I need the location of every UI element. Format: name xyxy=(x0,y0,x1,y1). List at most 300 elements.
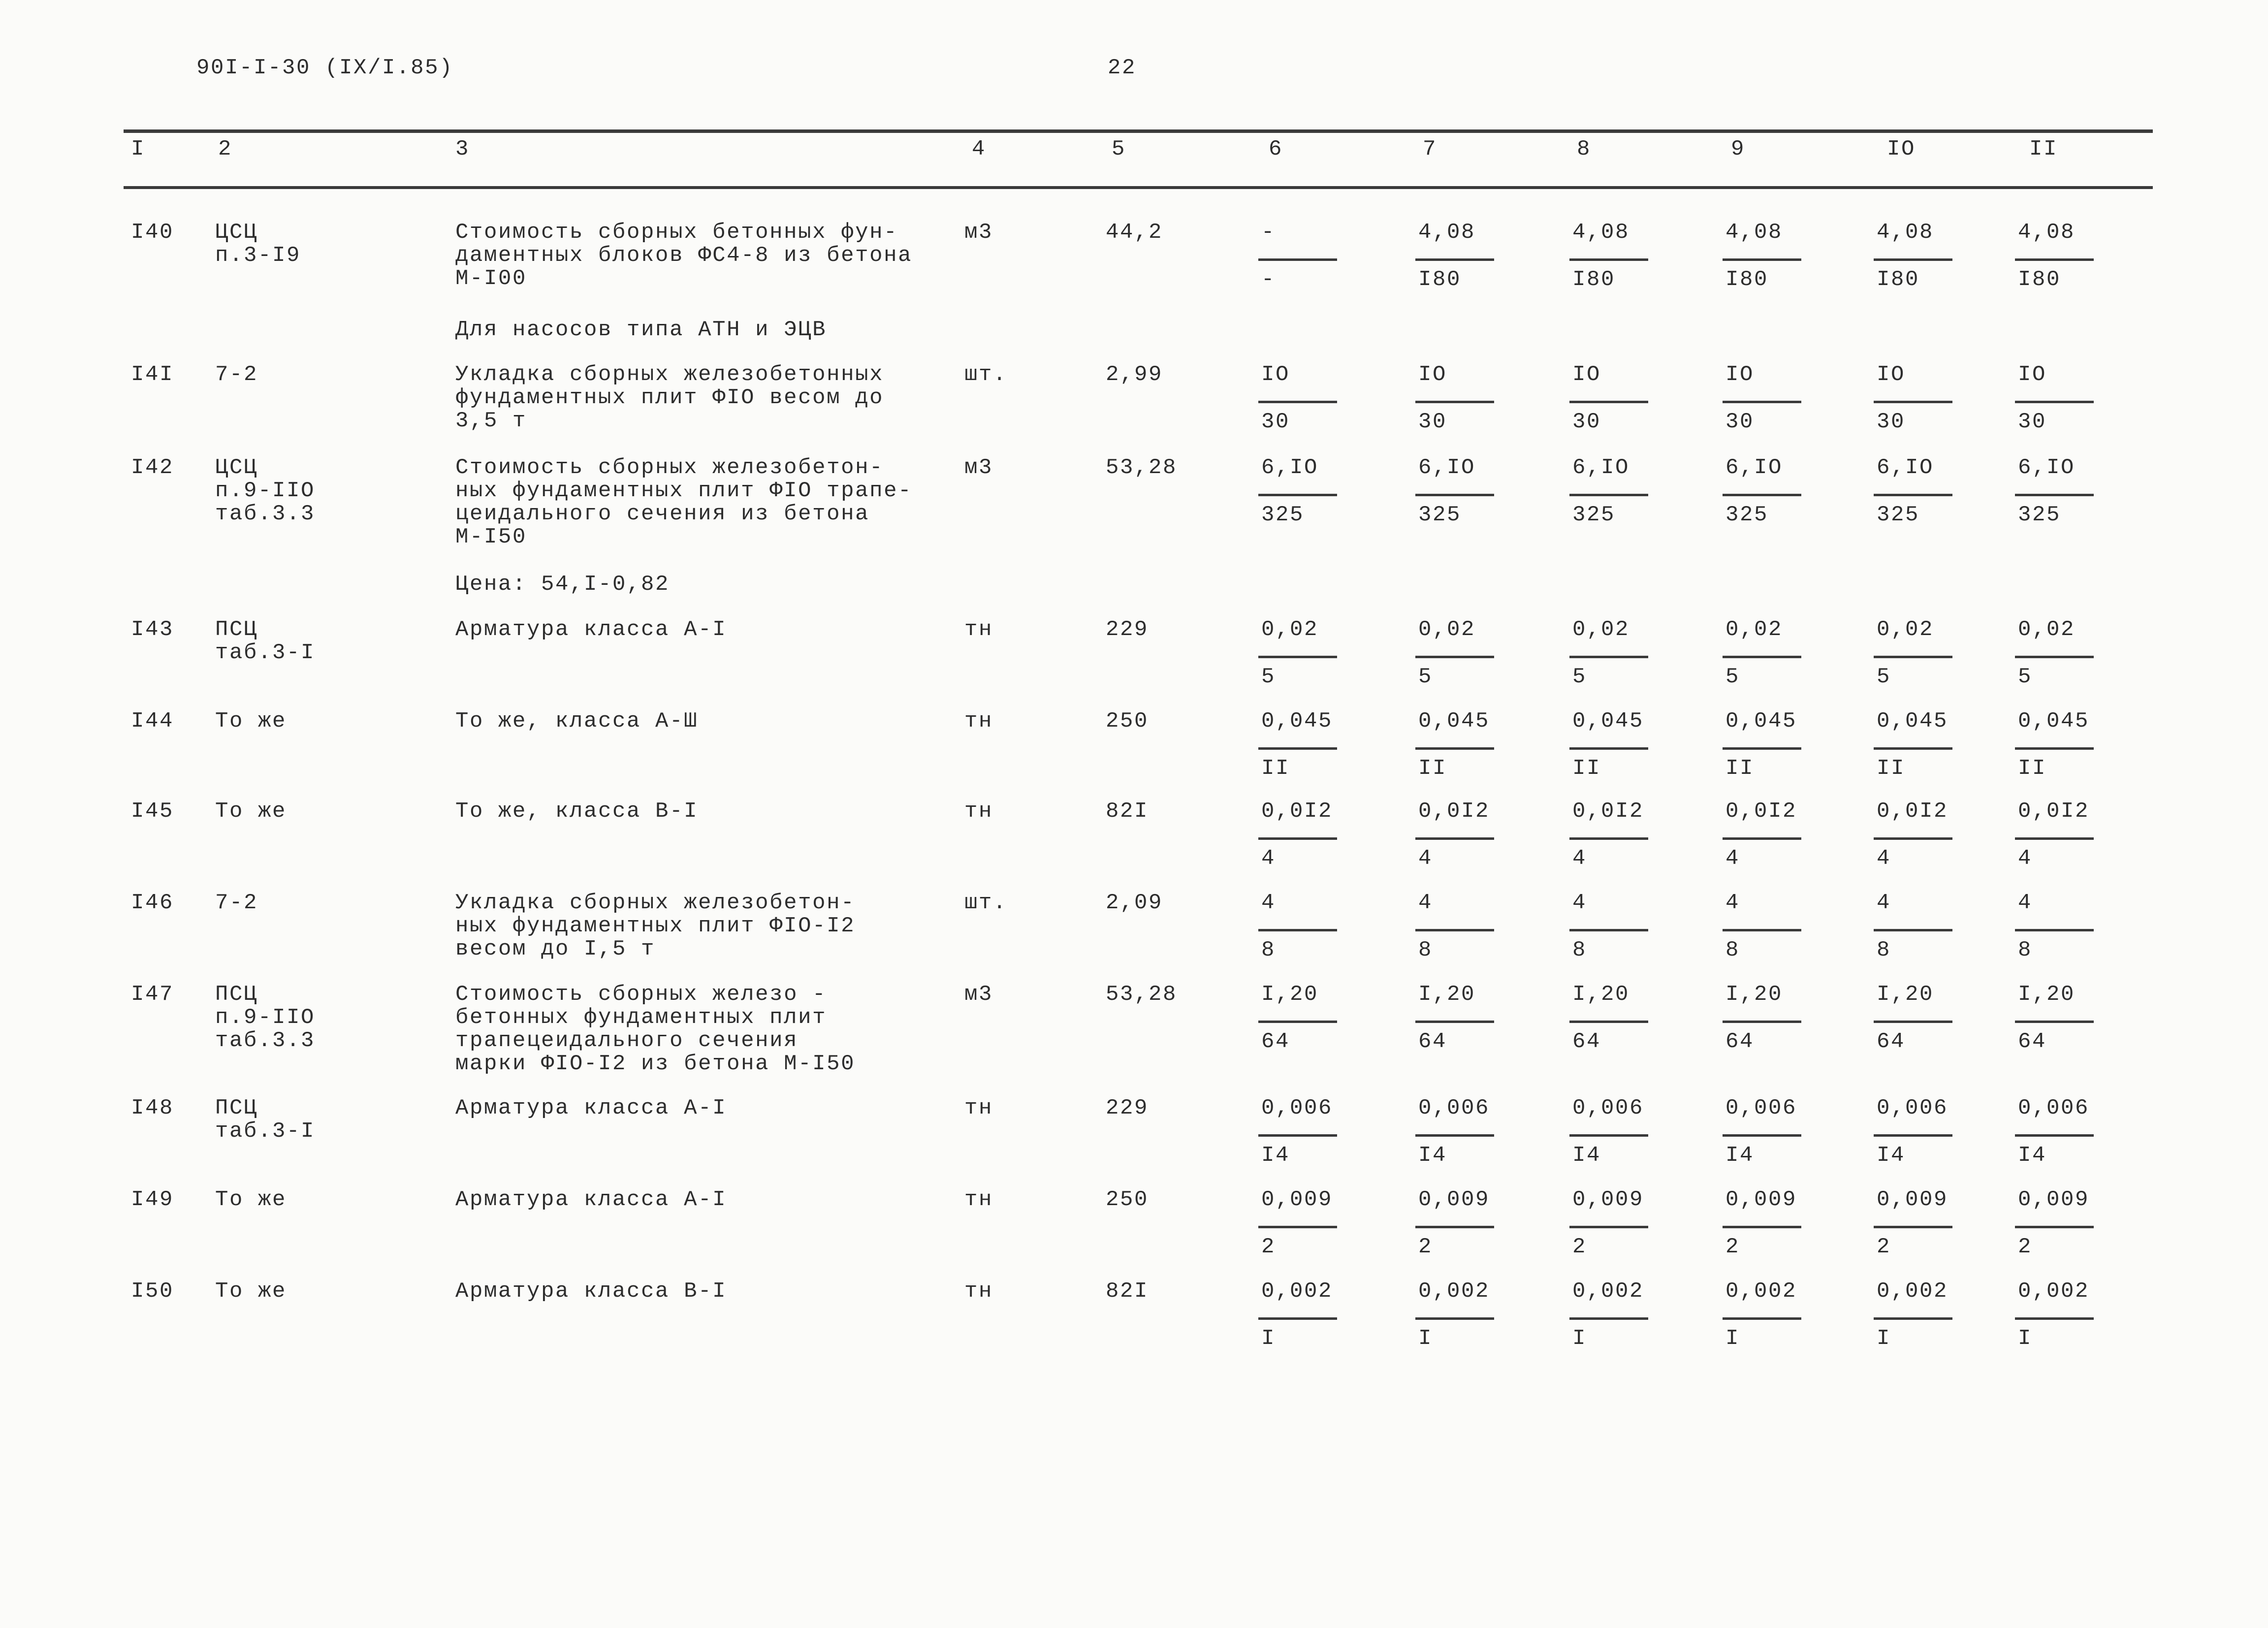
quantity: 2,09 xyxy=(1106,891,1163,915)
value-denominator: - xyxy=(1261,267,1276,292)
value-cell-col-7 xyxy=(1418,456,1502,530)
work-description-line: То же, класса В-I xyxy=(455,799,699,824)
value-cell-col-6 xyxy=(1261,983,1345,1057)
fraction-line xyxy=(1569,656,1648,658)
value-denominator: 2 xyxy=(1261,1235,1276,1259)
fraction-line xyxy=(1569,1317,1648,1320)
value-numerator: 0,02 xyxy=(1261,617,1319,642)
rate-code-line: ПСЦ xyxy=(215,617,258,642)
fraction-line xyxy=(1723,1134,1801,1137)
value-cell-col-10 xyxy=(1877,221,1960,295)
quantity: 82I xyxy=(1106,799,1149,824)
fraction-line xyxy=(1723,401,1801,403)
value-cell-col-11 xyxy=(2018,710,2102,784)
column-header-3: 3 xyxy=(455,137,470,161)
fraction-line xyxy=(2015,401,2094,403)
fraction-line xyxy=(1258,258,1337,261)
value-numerator: IO xyxy=(1572,362,1601,387)
value-cell-col-11 xyxy=(2018,1280,2102,1354)
fraction-line xyxy=(1415,1317,1494,1320)
work-description-line: 3,5 т xyxy=(455,409,527,433)
value-numerator: 0,02 xyxy=(2018,617,2076,642)
work-description-line: М-I50 xyxy=(455,525,527,549)
value-denominator: II xyxy=(1725,756,1755,781)
rate-code-line: То же xyxy=(215,709,287,734)
fraction-line xyxy=(1874,494,1952,496)
fraction-line xyxy=(1874,837,1952,840)
value-numerator: 0,009 xyxy=(1725,1187,1797,1212)
value-numerator: 0,002 xyxy=(1261,1279,1333,1304)
value-denominator: 325 xyxy=(1261,503,1305,527)
fraction-line xyxy=(1874,1021,1952,1023)
value-cell-col-9 xyxy=(1725,618,1809,692)
value-numerator: IO xyxy=(2018,362,2047,387)
value-cell-col-10 xyxy=(1877,1188,1960,1262)
value-numerator: IO xyxy=(1877,362,1906,387)
value-denominator: 8 xyxy=(1877,938,1891,962)
column-header-1: I xyxy=(131,137,146,161)
column-header-6: 6 xyxy=(1269,137,1283,161)
value-cell-col-7 xyxy=(1418,1188,1502,1262)
value-denominator: I4 xyxy=(2018,1143,2047,1168)
column-header-8: 8 xyxy=(1577,137,1592,161)
value-denominator: 4 xyxy=(1261,846,1276,871)
value-cell-col-7 xyxy=(1418,221,1502,295)
fraction-line xyxy=(1415,656,1494,658)
value-numerator: 4,08 xyxy=(1572,220,1630,245)
value-cell-col-8 xyxy=(1572,1097,1656,1171)
value-cell-col-8 xyxy=(1572,618,1656,692)
value-denominator: 30 xyxy=(1725,410,1755,434)
value-numerator: 0,045 xyxy=(1572,709,1644,734)
fraction-line xyxy=(1723,494,1801,496)
value-numerator: 0,002 xyxy=(1725,1279,1797,1304)
value-numerator: 4,08 xyxy=(1418,220,1476,245)
value-numerator: - xyxy=(1261,220,1276,245)
rate-code-line: ПСЦ xyxy=(215,1096,258,1120)
value-cell-col-9 xyxy=(1725,221,1809,295)
quantity: 53,28 xyxy=(1106,982,1178,1007)
fraction-line xyxy=(1874,258,1952,261)
value-numerator: 4,08 xyxy=(1725,220,1783,245)
value-cell-col-8 xyxy=(1572,710,1656,784)
work-description-line: трапецеидального сечения xyxy=(455,1028,799,1053)
fraction-line xyxy=(1569,1021,1648,1023)
column-header-5: 5 xyxy=(1112,137,1126,161)
value-cell-col-6 xyxy=(1261,710,1345,784)
rate-code-line: п.9-IIO xyxy=(215,1005,316,1030)
quantity: 229 xyxy=(1106,617,1149,642)
value-denominator: I80 xyxy=(1418,267,1462,292)
fraction-line xyxy=(1723,1226,1801,1228)
value-numerator: 4,08 xyxy=(1877,220,1934,245)
value-numerator: I,20 xyxy=(1261,982,1319,1007)
value-cell-col-6 xyxy=(1261,1188,1345,1262)
unit: шт. xyxy=(964,891,1008,915)
rate-code-line: ЦСЦ xyxy=(215,455,258,480)
fraction-line xyxy=(2015,494,2094,496)
value-numerator: 6,IO xyxy=(2018,455,2076,480)
value-denominator: 5 xyxy=(1725,665,1740,689)
value-denominator: I80 xyxy=(2018,267,2061,292)
value-cell-col-10 xyxy=(1877,618,1960,692)
value-cell-col-7 xyxy=(1418,710,1502,784)
rate-code-line: То же xyxy=(215,1279,287,1304)
value-denominator: 30 xyxy=(1261,410,1290,434)
value-numerator: 0,045 xyxy=(1877,709,1949,734)
fraction-line xyxy=(1258,494,1337,496)
value-numerator: 4 xyxy=(1877,891,1891,915)
work-description-line: Стоимость сборных бетонных фун- xyxy=(455,220,898,245)
work-description-line: Укладка сборных железобетонных xyxy=(455,362,884,387)
column-header-9: 9 xyxy=(1731,137,1746,161)
value-cell-col-10 xyxy=(1877,983,1960,1057)
work-description-line: ных фундаментных плит ФIO трапе- xyxy=(455,479,913,503)
fraction-line xyxy=(1569,494,1648,496)
row-number: I50 xyxy=(131,1279,174,1304)
fraction-line xyxy=(2015,258,2094,261)
unit: шт. xyxy=(964,362,1008,387)
value-cell-col-6 xyxy=(1261,1280,1345,1354)
value-numerator: 0,02 xyxy=(1572,617,1630,642)
fraction-line xyxy=(1569,929,1648,931)
note-text: Цена: 54,I-0,82 xyxy=(455,572,670,597)
rate-code-line: 7-2 xyxy=(215,362,258,387)
value-denominator: 64 xyxy=(1418,1029,1447,1054)
value-cell-col-9 xyxy=(1725,456,1809,530)
table-row xyxy=(0,982,2268,1076)
fraction-line xyxy=(1258,837,1337,840)
value-denominator: II xyxy=(1877,756,1906,781)
fraction-line xyxy=(2015,929,2094,931)
column-header-4: 4 xyxy=(972,137,987,161)
value-denominator: 64 xyxy=(2018,1029,2047,1054)
quantity: 229 xyxy=(1106,1096,1149,1120)
rate-code-line: таб.3.3 xyxy=(215,1028,316,1053)
fraction-line xyxy=(1569,1226,1648,1228)
value-cell-col-9 xyxy=(1725,363,1809,437)
unit: тн xyxy=(964,1096,993,1120)
value-numerator: 0,0I2 xyxy=(1418,799,1490,824)
value-denominator: I4 xyxy=(1418,1143,1447,1168)
value-numerator: 0,006 xyxy=(1725,1096,1797,1120)
value-cell-col-11 xyxy=(2018,456,2102,530)
value-cell-col-8 xyxy=(1572,1280,1656,1354)
value-numerator: 0,009 xyxy=(1572,1187,1644,1212)
value-cell-col-7 xyxy=(1418,1280,1502,1354)
value-cell-col-6 xyxy=(1261,363,1345,437)
value-numerator: IO xyxy=(1725,362,1755,387)
value-cell-col-9 xyxy=(1725,710,1809,784)
rate-code-line: ЦСЦ xyxy=(215,220,258,245)
fraction-line xyxy=(1569,1134,1648,1137)
row-number: I48 xyxy=(131,1096,174,1120)
value-denominator: I4 xyxy=(1725,1143,1755,1168)
value-denominator: 325 xyxy=(1418,503,1462,527)
value-cell-col-8 xyxy=(1572,800,1656,874)
table-row xyxy=(0,455,2268,549)
value-denominator: I xyxy=(1877,1326,1891,1351)
value-denominator: 8 xyxy=(1418,938,1433,962)
value-cell-col-11 xyxy=(2018,1188,2102,1262)
value-numerator: 0,0I2 xyxy=(2018,799,2090,824)
unit: м3 xyxy=(964,982,993,1007)
fraction-line xyxy=(1258,1134,1337,1137)
column-header-7: 7 xyxy=(1423,137,1437,161)
fraction-line xyxy=(1723,258,1801,261)
value-cell-col-9 xyxy=(1725,892,1809,965)
value-numerator: 6,IO xyxy=(1725,455,1783,480)
value-cell-col-8 xyxy=(1572,1188,1656,1262)
fraction-line xyxy=(1874,1226,1952,1228)
value-numerator: 0,045 xyxy=(1725,709,1797,734)
value-denominator: II xyxy=(1572,756,1601,781)
work-description-line: фундаментных плит ФIO весом до xyxy=(455,385,884,410)
row-number: I46 xyxy=(131,891,174,915)
value-denominator: 4 xyxy=(1418,846,1433,871)
value-numerator: 6,IO xyxy=(1877,455,1934,480)
note-row xyxy=(0,572,2268,597)
value-denominator: I80 xyxy=(1725,267,1769,292)
value-cell-col-6 xyxy=(1261,618,1345,692)
value-denominator: II xyxy=(1418,756,1447,781)
value-cell-col-7 xyxy=(1418,1097,1502,1171)
fraction-line xyxy=(1569,747,1648,750)
unit: тн xyxy=(964,709,993,734)
value-denominator: I4 xyxy=(1877,1143,1906,1168)
rate-code-line: таб.3-I xyxy=(215,640,316,665)
work-description-line: бетонных фундаментных плит xyxy=(455,1005,827,1030)
value-numerator: I,20 xyxy=(1725,982,1783,1007)
row-number: I47 xyxy=(131,982,174,1007)
fraction-line xyxy=(1874,1317,1952,1320)
value-denominator: 4 xyxy=(1572,846,1587,871)
fraction-line xyxy=(1415,401,1494,403)
value-denominator: 2 xyxy=(1418,1235,1433,1259)
rate-code-line: таб.3.3 xyxy=(215,502,316,526)
value-numerator: 0,02 xyxy=(1877,617,1934,642)
value-denominator: I80 xyxy=(1877,267,1920,292)
fraction-line xyxy=(1723,1317,1801,1320)
work-description-line: Арматура класса А-I xyxy=(455,1187,727,1212)
fraction-line xyxy=(1258,401,1337,403)
value-denominator: 4 xyxy=(1725,846,1740,871)
value-numerator: 0,002 xyxy=(1572,1279,1644,1304)
row-number: I4I xyxy=(131,362,174,387)
row-number: I40 xyxy=(131,220,174,245)
value-denominator: I xyxy=(1725,1326,1740,1351)
column-header-2: 2 xyxy=(218,137,233,161)
value-denominator: I xyxy=(1261,1326,1276,1351)
value-denominator: 30 xyxy=(1418,410,1447,434)
value-numerator: 0,006 xyxy=(1877,1096,1949,1120)
rate-code-line: ПСЦ xyxy=(215,982,258,1007)
value-cell-col-10 xyxy=(1877,710,1960,784)
value-cell-col-7 xyxy=(1418,800,1502,874)
table-row xyxy=(0,362,2268,434)
value-denominator: 64 xyxy=(1877,1029,1906,1054)
value-numerator: 0,0I2 xyxy=(1572,799,1644,824)
value-numerator: 0,0I2 xyxy=(1725,799,1797,824)
value-numerator: I,20 xyxy=(2018,982,2076,1007)
value-denominator: I4 xyxy=(1572,1143,1601,1168)
work-description-line: весом до I,5 т xyxy=(455,937,656,961)
value-denominator: 8 xyxy=(1725,938,1740,962)
value-numerator: 0,009 xyxy=(1877,1187,1949,1212)
rate-code-line: таб.3-I xyxy=(215,1119,316,1144)
value-denominator: II xyxy=(2018,756,2047,781)
work-description-line: Стоимость сборных железобетон- xyxy=(455,455,884,480)
fraction-line xyxy=(1258,1021,1337,1023)
column-header-10: IO xyxy=(1887,137,1916,161)
value-cell-col-9 xyxy=(1725,1097,1809,1171)
value-denominator: 30 xyxy=(1572,410,1601,434)
value-cell-col-11 xyxy=(2018,892,2102,965)
unit: тн xyxy=(964,799,993,824)
value-denominator: 325 xyxy=(1725,503,1769,527)
unit: м3 xyxy=(964,220,993,245)
value-cell-col-10 xyxy=(1877,892,1960,965)
value-numerator: 0,045 xyxy=(2018,709,2090,734)
value-numerator: 0,002 xyxy=(1418,1279,1490,1304)
value-numerator: I,20 xyxy=(1572,982,1630,1007)
value-numerator: 0,002 xyxy=(2018,1279,2090,1304)
fraction-line xyxy=(2015,1226,2094,1228)
fraction-line xyxy=(1258,747,1337,750)
fraction-line xyxy=(2015,837,2094,840)
value-numerator: 4 xyxy=(1572,891,1587,915)
quantity: 250 xyxy=(1106,1187,1149,1212)
value-cell-col-11 xyxy=(2018,1097,2102,1171)
value-denominator: 8 xyxy=(1572,938,1587,962)
value-cell-col-7 xyxy=(1418,618,1502,692)
value-denominator: 4 xyxy=(2018,846,2033,871)
rate-code-line: п.3-I9 xyxy=(215,243,301,268)
fraction-line xyxy=(1874,656,1952,658)
value-numerator: 0,009 xyxy=(1418,1187,1490,1212)
value-denominator: I xyxy=(2018,1326,2033,1351)
value-cell-col-6 xyxy=(1261,221,1345,295)
rate-code-line: То же xyxy=(215,1187,287,1212)
fraction-line xyxy=(1874,929,1952,931)
work-description-line: М-I00 xyxy=(455,266,527,291)
work-description-line: Арматура класса А-I xyxy=(455,617,727,642)
value-numerator: 4 xyxy=(1261,891,1276,915)
fraction-line xyxy=(1569,258,1648,261)
value-numerator: 4 xyxy=(1418,891,1433,915)
value-cell-col-8 xyxy=(1572,892,1656,965)
value-denominator: 325 xyxy=(2018,503,2061,527)
value-numerator: 6,IO xyxy=(1418,455,1476,480)
unit: тн xyxy=(964,617,993,642)
table-row xyxy=(0,1187,2268,1259)
quantity: 250 xyxy=(1106,709,1149,734)
fraction-line xyxy=(2015,1021,2094,1023)
value-cell-col-9 xyxy=(1725,1280,1809,1354)
value-denominator: II xyxy=(1261,756,1290,781)
fraction-line xyxy=(1569,401,1648,403)
value-cell-col-10 xyxy=(1877,363,1960,437)
fraction-line xyxy=(1874,747,1952,750)
note-text: Для насосов типа АТН и ЭЦВ xyxy=(455,318,827,342)
value-denominator: 5 xyxy=(2018,665,2033,689)
row-number: I42 xyxy=(131,455,174,480)
fraction-line xyxy=(1874,1134,1952,1137)
value-cell-col-8 xyxy=(1572,983,1656,1057)
value-denominator: 64 xyxy=(1725,1029,1755,1054)
value-cell-col-7 xyxy=(1418,363,1502,437)
value-denominator: 64 xyxy=(1261,1029,1290,1054)
work-description-line: даментных блоков ФС4-8 из бетона xyxy=(455,243,913,268)
value-numerator: 6,IO xyxy=(1261,455,1319,480)
value-cell-col-11 xyxy=(2018,800,2102,874)
fraction-line xyxy=(2015,656,2094,658)
value-numerator: 0,009 xyxy=(1261,1187,1333,1212)
value-denominator: I xyxy=(1418,1326,1433,1351)
fraction-line xyxy=(1415,1021,1494,1023)
value-denominator: 325 xyxy=(1572,503,1616,527)
value-cell-col-11 xyxy=(2018,221,2102,295)
column-header-11: II xyxy=(2029,137,2058,161)
value-denominator: I xyxy=(1572,1326,1587,1351)
value-numerator: 0,002 xyxy=(1877,1279,1949,1304)
value-numerator: 4 xyxy=(1725,891,1740,915)
fraction-line xyxy=(1258,1226,1337,1228)
value-cell-col-8 xyxy=(1572,221,1656,295)
value-cell-col-7 xyxy=(1418,892,1502,965)
unit: тн xyxy=(964,1187,993,1212)
fraction-line xyxy=(1415,258,1494,261)
value-denominator: 2 xyxy=(1725,1235,1740,1259)
fraction-line xyxy=(1723,1021,1801,1023)
rate-code-line: То же xyxy=(215,799,287,824)
value-cell-col-6 xyxy=(1261,892,1345,965)
value-cell-col-6 xyxy=(1261,456,1345,530)
value-denominator: 5 xyxy=(1877,665,1891,689)
fraction-line xyxy=(2015,747,2094,750)
document-code: 90I-I-30 (IX/I.85) xyxy=(196,56,454,80)
rate-code-line: п.9-IIO xyxy=(215,479,316,503)
row-number: I44 xyxy=(131,709,174,734)
value-numerator: 0,0I2 xyxy=(1261,799,1333,824)
value-denominator: 64 xyxy=(1572,1029,1601,1054)
unit: м3 xyxy=(964,455,993,480)
value-denominator: 4 xyxy=(1877,846,1891,871)
quantity: 2,99 xyxy=(1106,362,1163,387)
value-denominator: 2 xyxy=(1572,1235,1587,1259)
value-cell-col-8 xyxy=(1572,363,1656,437)
quantity: 44,2 xyxy=(1106,220,1163,245)
value-cell-col-11 xyxy=(2018,363,2102,437)
quantity: 53,28 xyxy=(1106,455,1178,480)
value-cell-col-8 xyxy=(1572,456,1656,530)
fraction-line xyxy=(1723,747,1801,750)
fraction-line xyxy=(1415,494,1494,496)
value-denominator: 8 xyxy=(2018,938,2033,962)
page-number: 22 xyxy=(1108,56,1137,80)
value-cell-col-7 xyxy=(1418,983,1502,1057)
work-description-line: Укладка сборных железобетон- xyxy=(455,891,856,915)
table-row xyxy=(0,617,2268,689)
fraction-line xyxy=(1723,929,1801,931)
work-description-line: ных фундаментных плит ФIO-I2 xyxy=(455,914,856,938)
work-description-line: Арматура класса В-I xyxy=(455,1279,727,1304)
value-denominator: 5 xyxy=(1418,665,1433,689)
value-numerator: IO xyxy=(1261,362,1290,387)
fraction-line xyxy=(1258,929,1337,931)
fraction-line xyxy=(1415,1134,1494,1137)
value-denominator: 30 xyxy=(2018,410,2047,434)
